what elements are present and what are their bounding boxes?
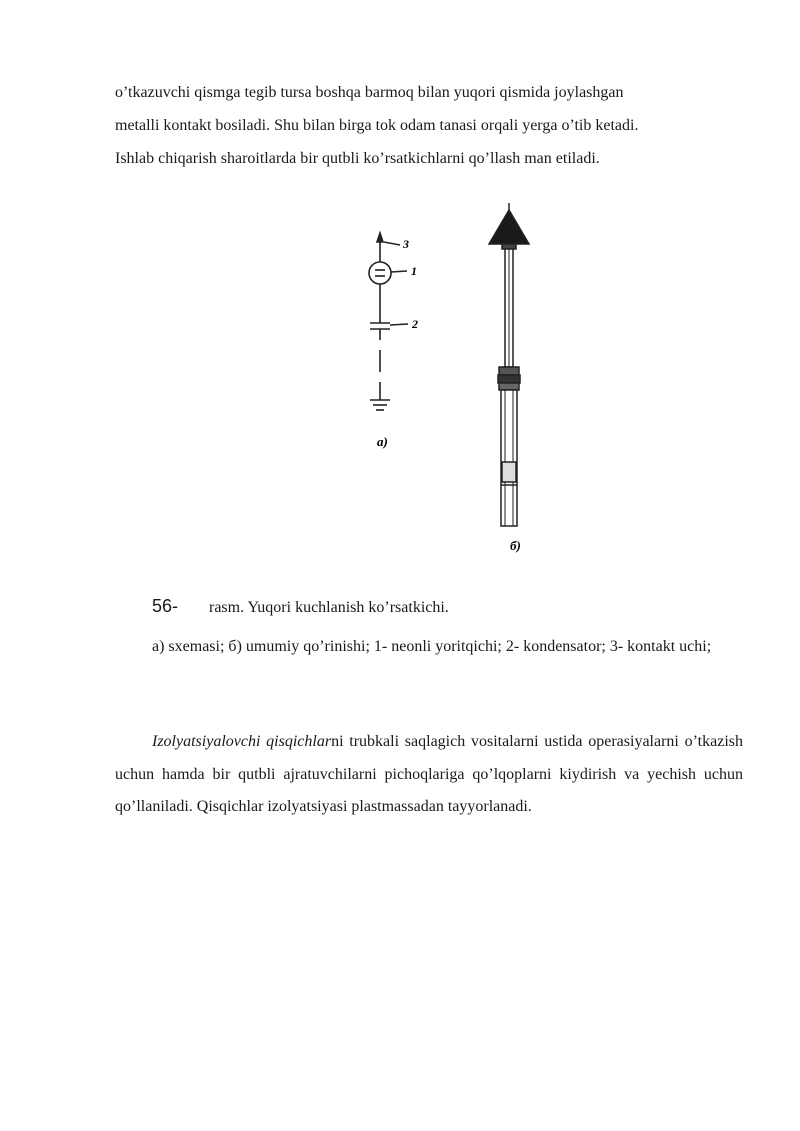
paragraph-text: trubkali saqlagich vositalarni ustida operasiyalarni o’tkazish uchun hamda bir qutbli ajratuvchilarni pichoqlariga qo’lqoplarni kiydirish va yechish uchun qo’llaniladi. Qisqichlar izolyatsiyasi plastmassadan tayyorlanadi. bbox=[115, 733, 743, 815]
schematic-diagram bbox=[369, 233, 408, 410]
contact-tip-arrow bbox=[377, 233, 383, 242]
label-2: 2 bbox=[412, 317, 418, 331]
tip-cone bbox=[489, 210, 529, 244]
handle-grip bbox=[502, 462, 516, 482]
leader-line bbox=[384, 242, 400, 245]
figure-title: rasm. Yuqori kuchlanish ko’rsatkichi. bbox=[209, 599, 449, 616]
handle-tube bbox=[501, 390, 517, 526]
paragraph-line: Ishlab chiqarish sharoitlarda bir qutbli ko’rsatkichlarni qo’llash man etiladi. bbox=[115, 150, 600, 167]
term-suffix: ni bbox=[331, 733, 344, 750]
figure-description: a) sxemasi; б) umumiy qo’rinishi; 1- neonli yoritqichi; 2- kondensator; 3- kontakt uchi; bbox=[152, 638, 712, 655]
label-b: б) bbox=[510, 538, 521, 553]
neon-lamp-circle bbox=[369, 262, 391, 284]
coupling-ring bbox=[499, 367, 519, 375]
label-3: 3 bbox=[403, 237, 409, 251]
indicator-general-view bbox=[489, 203, 529, 526]
paragraph-clamps bbox=[115, 726, 743, 824]
paragraph-intro bbox=[115, 76, 743, 175]
leader-line bbox=[391, 271, 407, 272]
term-emphasis: Izolyatsiyalovchi qisqichlar bbox=[152, 733, 332, 750]
figure-caption bbox=[152, 596, 449, 617]
coupling-ring bbox=[498, 375, 520, 383]
label-a: a) bbox=[377, 434, 388, 449]
paragraph-line: o’tkazuvchi qismga tegib tursa boshqa barmoq bilan yuqori qismida joylashgan bbox=[115, 84, 624, 101]
leader-line bbox=[390, 324, 408, 325]
figure-voltage-indicator bbox=[355, 200, 555, 560]
paragraph-line: metalli kontakt bosiladi. Shu bilan birga tok odam tanasi orqali yerga o’tib ketadi. bbox=[115, 117, 639, 134]
coupling-ring bbox=[499, 383, 519, 390]
figure-drawing bbox=[355, 200, 555, 560]
label-1: 1 bbox=[411, 264, 417, 278]
figure-number: 56- bbox=[152, 596, 179, 616]
